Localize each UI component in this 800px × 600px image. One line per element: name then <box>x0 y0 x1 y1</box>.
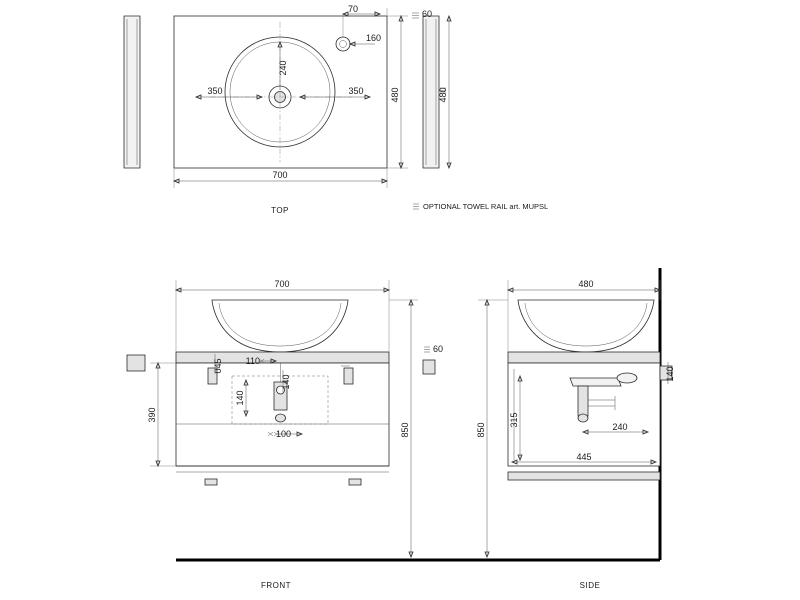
note-optional-towel-rail: OPTIONAL TOWEL RAIL art. MUPSL <box>423 202 549 211</box>
dim-front-110: 110 <box>245 356 260 366</box>
front-foot-left <box>205 479 217 485</box>
dim-side-depth-480: 480 <box>578 279 594 289</box>
dim-top-depth: 480 <box>390 87 400 103</box>
side-basin-bowl <box>518 300 654 352</box>
front-basin-bowl <box>212 300 348 352</box>
dim-rail-60: 60 <box>422 9 433 19</box>
rail-thickness-dim <box>412 9 432 19</box>
rail-height-dim <box>438 16 451 168</box>
dim-tap-offset-70: 70 <box>348 4 359 14</box>
dim-side-rail-140: 140 <box>665 366 675 382</box>
front-foot-right <box>349 479 361 485</box>
dim-side-height-850: 850 <box>476 422 486 438</box>
dim-tap-160: 160 <box>366 33 382 43</box>
top-view-rail-panel <box>412 9 548 211</box>
front-rail-right <box>344 368 353 384</box>
label-side-view: SIDE <box>579 581 601 590</box>
dim-front-width-700: 700 <box>274 279 290 289</box>
dim-front-rail-045: 045 <box>213 358 223 374</box>
dim-front-tap-140: 140 <box>235 390 245 406</box>
dim-side-trap-315: 315 <box>509 412 519 428</box>
top-view-left-panel <box>124 16 140 168</box>
top-view-group <box>124 4 408 215</box>
side-trap-pipe <box>578 386 588 416</box>
dim-bowl-240: 240 <box>278 60 288 76</box>
label-top-view: TOP <box>271 206 289 215</box>
dim-front-rail-60: 60 <box>433 344 444 354</box>
front-counter-top <box>176 352 389 363</box>
label-front-view: FRONT <box>260 581 292 590</box>
side-cabinet-base <box>508 472 660 480</box>
dim-front-100: 100 <box>276 429 292 439</box>
dim-front-cabinet-390: 390 <box>147 407 157 423</box>
dim-top-width: 700 <box>272 170 288 180</box>
front-rail-detail-left <box>127 355 145 371</box>
front-view-group <box>127 279 443 590</box>
dim-side-trap-240: 240 <box>612 422 628 432</box>
dim-top-left-350: 350 <box>207 86 223 96</box>
dim-rail-height-480: 480 <box>438 87 448 103</box>
dim-front-waste-140: 140 <box>281 374 291 390</box>
optional-rail-note <box>413 202 548 211</box>
front-rail-detail-right <box>423 360 435 374</box>
side-counter-top <box>508 352 660 363</box>
dim-side-cabinet-445: 445 <box>576 452 592 462</box>
dim-top-right-350: 350 <box>348 86 364 96</box>
dim-front-height-850: 850 <box>400 422 410 438</box>
